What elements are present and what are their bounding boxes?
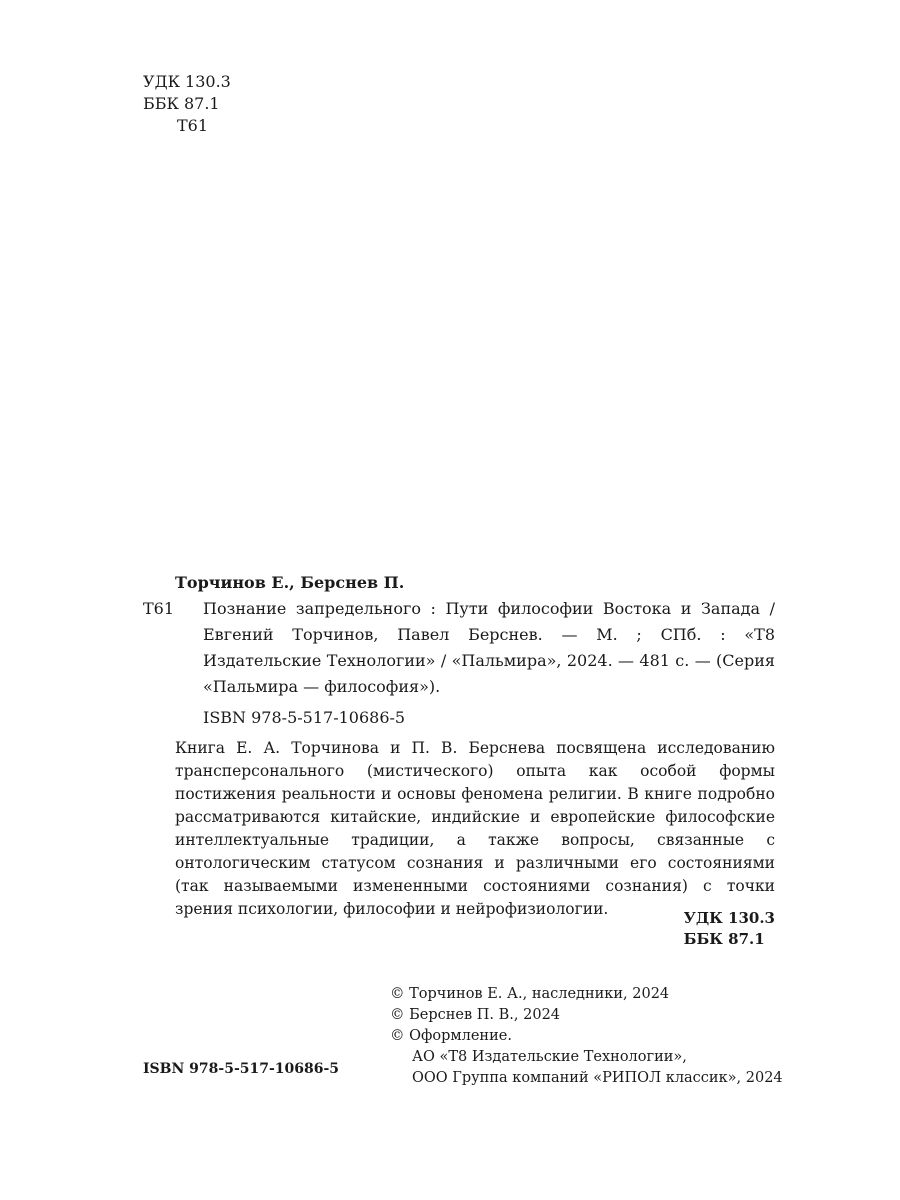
top-bbk: ББК 87.1 (143, 94, 220, 113)
top-udk: УДК 130.3 (143, 72, 231, 91)
isbn-bottom: ISBN 978-5-517-10686-5 (143, 1061, 340, 1077)
copyright-block (390, 984, 783, 1089)
entry-main-row (143, 596, 775, 700)
classification-udk: УДК 130.3 (683, 909, 775, 927)
classification-codes (684, 908, 775, 950)
entry-isbn: ISBN 978-5-517-10686-5 (203, 708, 406, 727)
top-classification-block (143, 71, 231, 137)
bibliographic-entry (143, 570, 775, 921)
copyright-line: © Берснев П. В., 2024 (390, 1007, 561, 1023)
copyright-line: АО «Т8 Издательские Технологии», (412, 1049, 687, 1065)
entry-author-code: Т61 (143, 599, 175, 618)
entry-author: Торчинов Е., Берснев П. (175, 573, 405, 592)
copyright-line: © Торчинов Е. А., наследники, 2024 (390, 986, 670, 1002)
copyright-line: © Оформление. (390, 1028, 512, 1044)
top-author-code: Т61 (177, 116, 209, 135)
classification-bbk: ББК 87.1 (683, 930, 765, 948)
copyright-line: ООО Группа компаний «РИПОЛ классик», 2024 (412, 1070, 783, 1086)
entry-description: Познание запредельного : Пути философии Востока и Запада / Евгений Торчинов, Павел Берснев. — М. ; СПб. : «Т8 Издательские Технологии» / «Пальмира», 2024. — 481 с. — (Серия «Пальмира — философия»). (203, 599, 775, 696)
entry-annotation: Книга Е. А. Торчинова и П. В. Берснева посвящена исследованию трансперсонального (мистического) опыта как особой формы постижения реальности и основы феномена религии. В книге подробно рассматриваются китайские, индийские и европейские философские интеллектуальные традиции, а также вопросы, связанные с онтологическим статусом сознания и различными его состояниями (так называемыми измененными состояниями сознания) с точки зрения психологии, философии и нейрофизиологии. (175, 739, 775, 918)
